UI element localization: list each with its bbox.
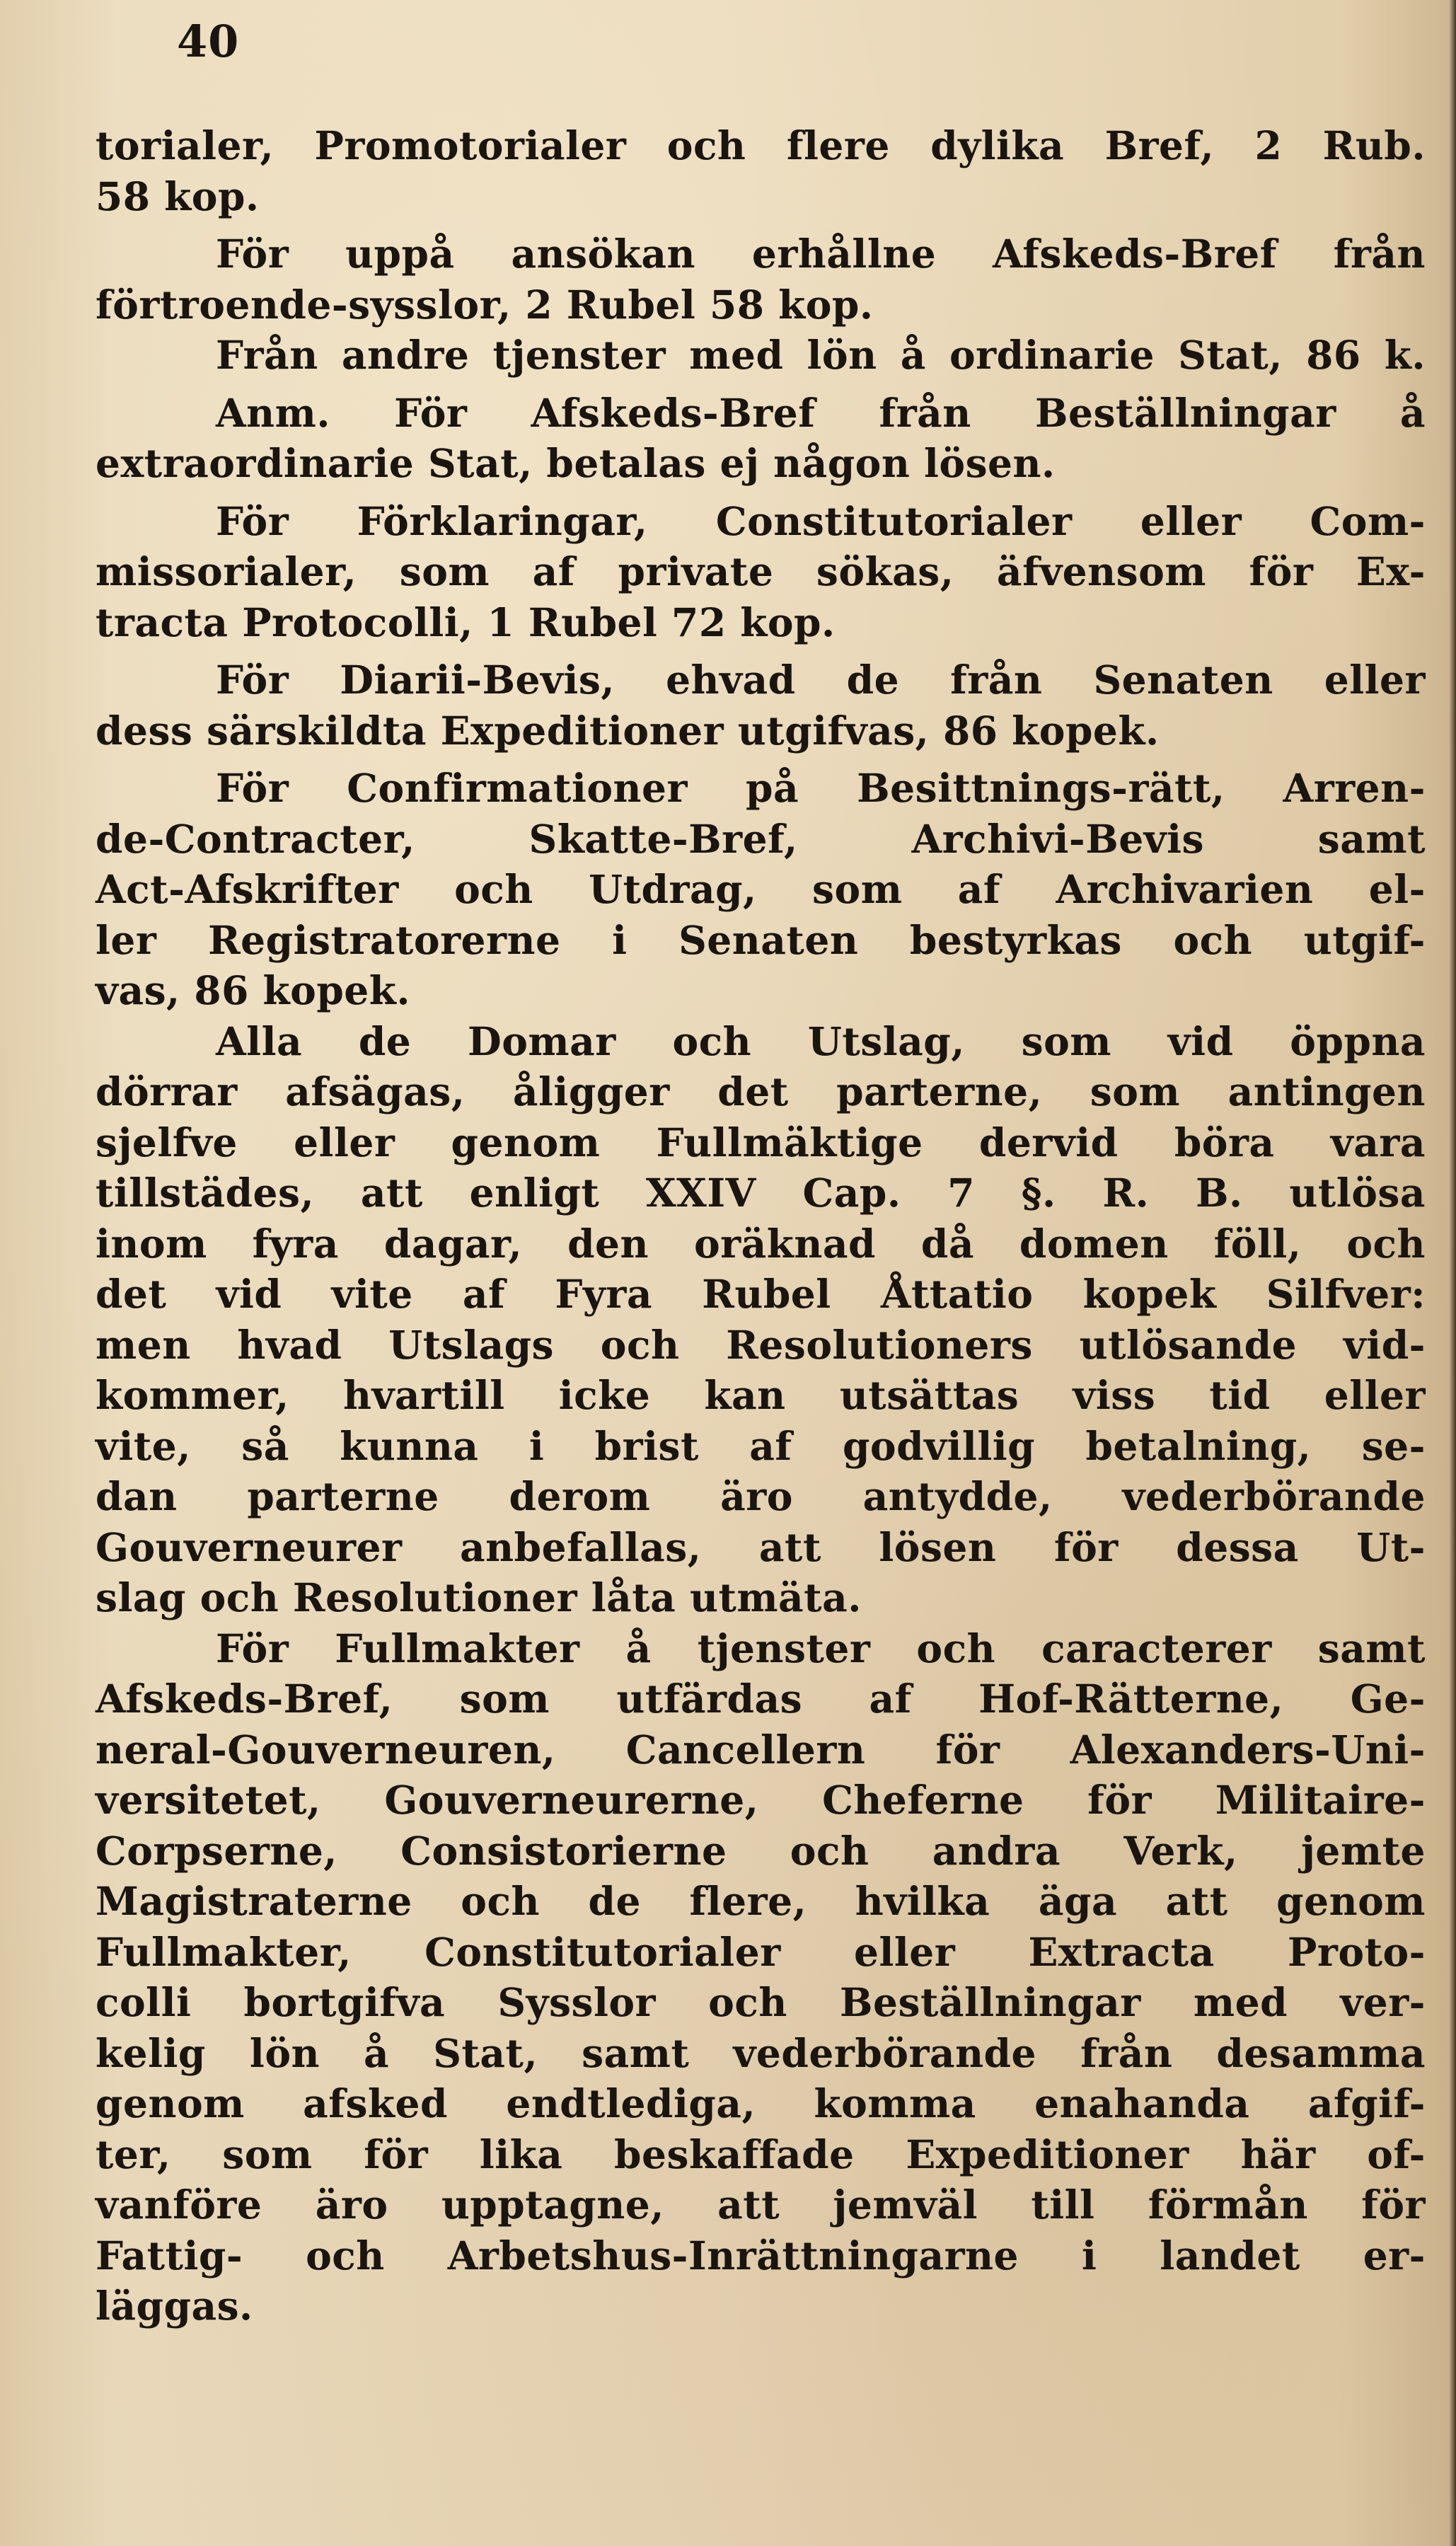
text-line: ter, som för lika beskaffade Expeditioner här of- — [96, 2131, 1426, 2177]
text-line: För Förklaringar, Constitutorialer eller Com- — [216, 497, 1426, 544]
text-line: För Diarii-Bevis, ehvad de från Senaten eller — [216, 657, 1426, 703]
text-line: dan parterne derom äro antydde, vederbörande — [96, 1473, 1426, 1519]
text-line: Afskeds-Bref, som utfärdas af Hof-Rätterne, Ge- — [96, 1676, 1426, 1722]
text-line: missorialer, som af private sökas, äfvensom för Ex- — [96, 548, 1426, 594]
body-text — [96, 120, 1426, 2332]
text-line: men hvad Utslags och Resolutioners utlösande vid- — [96, 1321, 1426, 1368]
text-line: Fattig- och Arbetshus-Inrättningarne i landet er- — [96, 2232, 1426, 2279]
text-line: det vid vite af Fyra Rubel Åttatio kopek Silfver: — [96, 1271, 1426, 1317]
text-line: kelig lön å Stat, samt vederbörande från desamma — [96, 2029, 1426, 2076]
page-number: 40 — [177, 16, 240, 67]
text-line: För uppå ansökan erhållne Afskeds-Bref från — [216, 231, 1426, 277]
text-line: Fullmakter, Constitutorialer eller Extracta Proto- — [96, 1928, 1426, 1975]
text-line: vite, så kunna i brist af godvillig betalning, se- — [96, 1422, 1426, 1469]
text-line: vanföre äro upptagne, att jemväl till förmån för — [96, 2182, 1426, 2228]
text-line: Corpserne, Consistorierne och andra Verk, jemte — [96, 1827, 1426, 1874]
text-line: För Fullmakter å tjenster och caracterer samt — [216, 1625, 1426, 1671]
text-line: versitetet, Gouverneurerne, Cheferne för Militaire- — [96, 1777, 1426, 1823]
text-line: inom fyra dagar, den oräknad då domen föll, och — [96, 1220, 1426, 1267]
text-line: neral-Gouverneuren, Cancellern för Alexanders-Uni- — [96, 1726, 1426, 1773]
text-line: För Confirmationer på Besittnings-rätt, Arren- — [216, 765, 1426, 811]
text-line: dess särskildta Expeditioner utgifvas, 86 kopek. — [96, 707, 1160, 754]
text-line: tillstädes, att enligt XXIV Cap. 7 §. R. B. utlösa — [96, 1170, 1426, 1216]
text-line: extraordinarie Stat, betalas ej någon lösen. — [96, 440, 1056, 486]
text-line: slag och Resolutioner låta utmäta. — [96, 1574, 862, 1620]
text-line: Act-Afskrifter och Utdrag, som af Archivarien el- — [96, 866, 1426, 912]
text-line: tracta Protocolli, 1 Rubel 72 kop. — [96, 599, 836, 645]
text-line: 58 kop. — [96, 173, 260, 219]
text-line: genom afsked endtlediga, komma enahanda afgif- — [96, 2080, 1426, 2126]
text-line: vas, 86 kopek. — [96, 967, 411, 1013]
text-line: förtroende-sysslor, 2 Rubel 58 kop. — [96, 281, 874, 328]
text-line: ler Registratorerne i Senaten bestyrkas och utgif- — [96, 916, 1426, 963]
text-line: kommer, hvartill icke kan utsättas viss tid eller — [96, 1372, 1426, 1418]
text-line: Från andre tjenster med lön å ordinarie Stat, 86 k. — [216, 332, 1426, 378]
text-line: dörrar afsägas, åligger det parterne, som antingen — [96, 1068, 1426, 1114]
text-line: läggas. — [96, 2283, 253, 2329]
text-line: torialer, Promotorialer och flere dylika Bref, 2 Rub. — [96, 122, 1426, 168]
text-line: Gouverneurer anbefallas, att lösen för dessa Ut- — [96, 1523, 1426, 1570]
text-line: Anm. För Afskeds-Bref från Beställningar å — [216, 389, 1426, 436]
text-line: sjelfve eller genom Fullmäktige dervid böra vara — [96, 1119, 1426, 1165]
text-line: Alla de Domar och Utslag, som vid öppna — [216, 1018, 1426, 1064]
text-line: colli bortgifva Sysslor och Beställningar med ver- — [96, 1979, 1426, 2025]
text-line: de-Contracter, Skatte-Bref, Archivi-Bevis samt — [96, 815, 1426, 862]
text-line: Magistraterne och de flere, hvilka äga att genom — [96, 1878, 1426, 1924]
page-edge-shadow — [1449, 0, 1456, 2546]
